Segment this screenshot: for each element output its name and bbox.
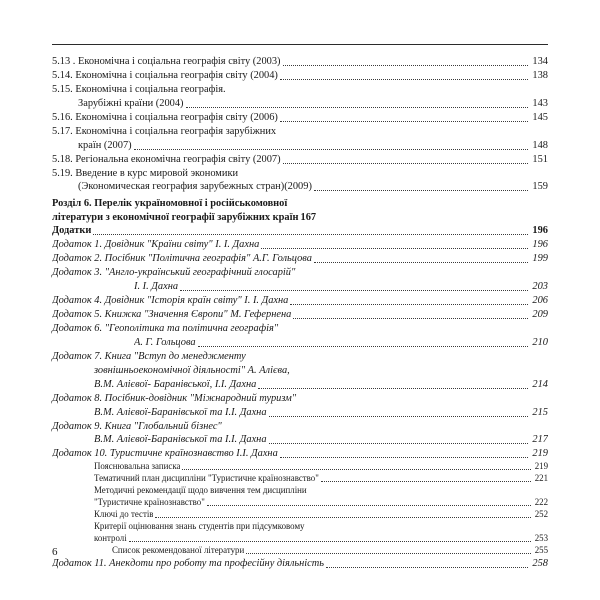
toc-entry-page: 159 <box>532 181 548 193</box>
toc-entry-text: 5.18. Регіональна економічна географія світу (2007) <box>52 153 281 165</box>
toc-entry[interactable] <box>52 97 548 111</box>
leader-dots <box>93 233 528 235</box>
toc-entry-text: І. І. Дахна <box>134 281 179 293</box>
toc-entry-page: 221 <box>534 473 548 484</box>
toc-entry[interactable] <box>52 545 548 557</box>
toc-entry-text: Зарубіжні країни (2004) <box>78 97 184 109</box>
toc-entry-text: Тематичний план дисципліни "Туристичне країнознавство" <box>94 473 319 484</box>
toc-entry-text: А. Г. Гольцова <box>134 336 196 348</box>
toc-entry-text: країн (2007) <box>78 139 132 151</box>
appendices-title-row[interactable] <box>52 224 548 238</box>
toc-entry-page: 215 <box>532 406 548 418</box>
toc-entry-text: Критерії оцінювання знань студентів при підсумковому <box>94 520 305 531</box>
leader-dots <box>155 516 530 518</box>
toc-entry-text: 5.16. Економічна і соціальна географія світу (2006) <box>52 111 278 123</box>
toc-entry[interactable] <box>52 294 548 308</box>
toc-entry-page: 252 <box>534 509 548 520</box>
toc-entry-page: 148 <box>532 139 548 151</box>
toc-entry-page: 206 <box>532 295 548 307</box>
toc-entry-page: 209 <box>532 309 548 321</box>
toc-entry[interactable] <box>52 509 548 521</box>
leader-dots <box>134 148 529 150</box>
toc-entry[interactable] <box>52 125 548 139</box>
toc-entry-text: Пояснювальна записка <box>94 461 181 472</box>
toc-entry-text: Додаток 10. Туристичне країнознавство І.І. Дахна <box>52 448 278 460</box>
toc-entry[interactable] <box>52 533 548 545</box>
section-heading-line-2-row <box>52 211 548 225</box>
leader-dots <box>283 162 529 164</box>
toc-entry[interactable] <box>52 473 548 485</box>
leader-dots <box>314 261 528 263</box>
toc-entry-page: 253 <box>534 532 548 543</box>
toc-entry[interactable] <box>52 557 548 571</box>
toc-entry[interactable] <box>52 433 548 447</box>
toc-entry[interactable] <box>52 378 548 392</box>
toc-entry-text: Додаток 7. Книга "Вступ до менеджменту <box>52 350 246 362</box>
toc-entry[interactable] <box>52 485 548 497</box>
toc-entry-page: 134 <box>532 56 548 67</box>
toc-entry-page: 210 <box>532 336 548 348</box>
leader-dots <box>326 566 528 568</box>
leader-dots <box>293 317 528 319</box>
toc-entry-page: 145 <box>532 111 548 123</box>
toc-entry[interactable] <box>52 252 548 266</box>
leader-dots <box>280 120 529 122</box>
toc-entry[interactable] <box>52 139 548 153</box>
section-heading-page: 167 <box>300 211 317 223</box>
toc-entry-text: Додаток 3. "Англо-український географічний глосарій" <box>52 267 296 279</box>
section-heading[interactable] <box>52 197 548 224</box>
toc-entry[interactable] <box>52 69 548 83</box>
toc-entry-page: 199 <box>532 253 548 265</box>
toc-entry[interactable] <box>52 55 548 69</box>
toc-entry-page: 203 <box>532 281 548 293</box>
toc-entry[interactable] <box>52 153 548 167</box>
toc-entry-page: 196 <box>532 239 548 251</box>
leader-dots <box>269 442 529 444</box>
toc-entry[interactable] <box>52 420 548 434</box>
toc-entry-page: 151 <box>532 153 548 165</box>
leader-dots <box>182 468 530 470</box>
appendices-title-page: 196 <box>532 225 548 237</box>
table-of-contents <box>52 55 548 571</box>
leader-dots <box>280 456 529 458</box>
toc-entry-text: контролі <box>94 532 127 543</box>
leader-dots <box>198 345 529 347</box>
toc-entry-text: (Экономическая география зарубежных стран)(2009) <box>78 181 312 193</box>
toc-entry-text: "Туристичне країнознавство" <box>94 497 205 508</box>
leader-dots <box>290 303 528 305</box>
toc-entry[interactable] <box>52 447 548 461</box>
toc-entry[interactable] <box>52 308 548 322</box>
toc-entry[interactable] <box>52 266 548 280</box>
appendices-title: Додатки <box>52 225 92 237</box>
toc-entry-page: 219 <box>534 461 548 472</box>
leader-dots <box>280 78 529 80</box>
toc-entry-page: 219 <box>532 448 548 460</box>
toc-entry-text: В.М. Алієвої- Баранівської, І.І. Дахна <box>94 378 257 390</box>
toc-entry-text: Методичні рекомендації щодо вивчення тем дисципліни <box>94 485 307 496</box>
toc-entry-text: Додаток 6. "Геополітика та політична географія" <box>52 322 279 334</box>
toc-entry-text: Ключі до тестів <box>94 509 154 520</box>
toc-entry[interactable] <box>52 406 548 420</box>
toc-entry[interactable] <box>52 111 548 125</box>
toc-entry[interactable] <box>52 392 548 406</box>
toc-entry-page: 217 <box>532 434 548 446</box>
leader-dots <box>186 106 529 108</box>
section-heading-line-1: Розділ 6. Перелік україномовної і російськомовної <box>52 198 288 210</box>
toc-entry-text: Додаток 4. Довідник "Історія країн світу" І. І. Дахна <box>52 295 289 307</box>
section-heading-line-2: літератури з економічної географії зарубіжних країн <box>52 211 299 223</box>
toc-entry[interactable] <box>52 521 548 533</box>
toc-entry-page: 214 <box>532 378 548 390</box>
header-rule <box>52 44 548 45</box>
toc-entry[interactable] <box>52 238 548 252</box>
toc-entry[interactable] <box>52 322 548 336</box>
toc-entry[interactable] <box>52 364 548 378</box>
toc-entry-text: Додаток 1. Довідник "Країни світу" І. І. Дахна <box>52 239 260 251</box>
leader-dots <box>129 540 531 542</box>
toc-entry[interactable] <box>52 180 548 194</box>
leader-dots <box>321 480 531 482</box>
toc-entry[interactable] <box>52 497 548 509</box>
leader-dots <box>269 415 529 417</box>
leader-dots <box>246 552 530 554</box>
leader-dots <box>283 64 529 66</box>
leader-dots <box>314 189 529 191</box>
toc-entry[interactable] <box>52 280 548 294</box>
toc-entry-text: 5.13 . Економічна і соціальна географія світу (2003) <box>52 56 281 67</box>
toc-entry-text: Додаток 2. Посібник "Політична географія" А.Г. Гольцова <box>52 253 312 265</box>
toc-entry-text: Додаток 8. Посібник-довідник "Міжнародний туризм" <box>52 392 297 404</box>
toc-entry-page: 258 <box>532 557 548 569</box>
toc-entry-text: зовнішньоекономічної діяльності" А. Алієва, <box>94 364 290 376</box>
toc-entry-text: 5.14. Економічна і соціальна географія світу (2004) <box>52 69 278 81</box>
toc-entry-text: Додаток 11. Анекдоти про роботу та професійну діяльність <box>52 557 325 569</box>
leader-dots <box>180 289 528 291</box>
leader-dots <box>258 387 528 389</box>
page-number: 6 <box>52 546 58 558</box>
toc-entry[interactable] <box>52 167 548 181</box>
toc-entry[interactable] <box>52 336 548 350</box>
toc-entry-text: 5.15. Економічна і соціальна географія. <box>52 83 226 95</box>
toc-entry[interactable] <box>52 350 548 364</box>
toc-entry-text: Список рекомендованої літератури <box>112 544 245 555</box>
toc-entry-text: 5.19. Введение в курс мировой экономики <box>52 167 239 179</box>
toc-entry[interactable] <box>52 461 548 473</box>
leader-dots <box>261 247 528 249</box>
toc-entry-text: В.М. Алієвої-Баранівської та І.І. Дахна <box>94 406 267 418</box>
toc-entry[interactable] <box>52 83 548 97</box>
toc-entry-page: 143 <box>532 97 548 109</box>
leader-dots <box>207 504 531 506</box>
toc-entry-text: Додаток 5. Книжка "Значення Європи" М. Гефернена <box>52 309 292 321</box>
toc-entry-page: 255 <box>534 544 548 555</box>
toc-entry-text: В.М. Алієвої-Баранівської та І.І. Дахна <box>94 434 267 446</box>
toc-entry-page: 138 <box>532 69 548 81</box>
toc-entry-text: 5.17. Економічна і соціальна географія зарубіжних <box>52 125 277 137</box>
toc-entry-text: Додаток 9. Книга "Глобальний бізнес" <box>52 420 222 432</box>
toc-entry-page: 222 <box>534 497 548 508</box>
